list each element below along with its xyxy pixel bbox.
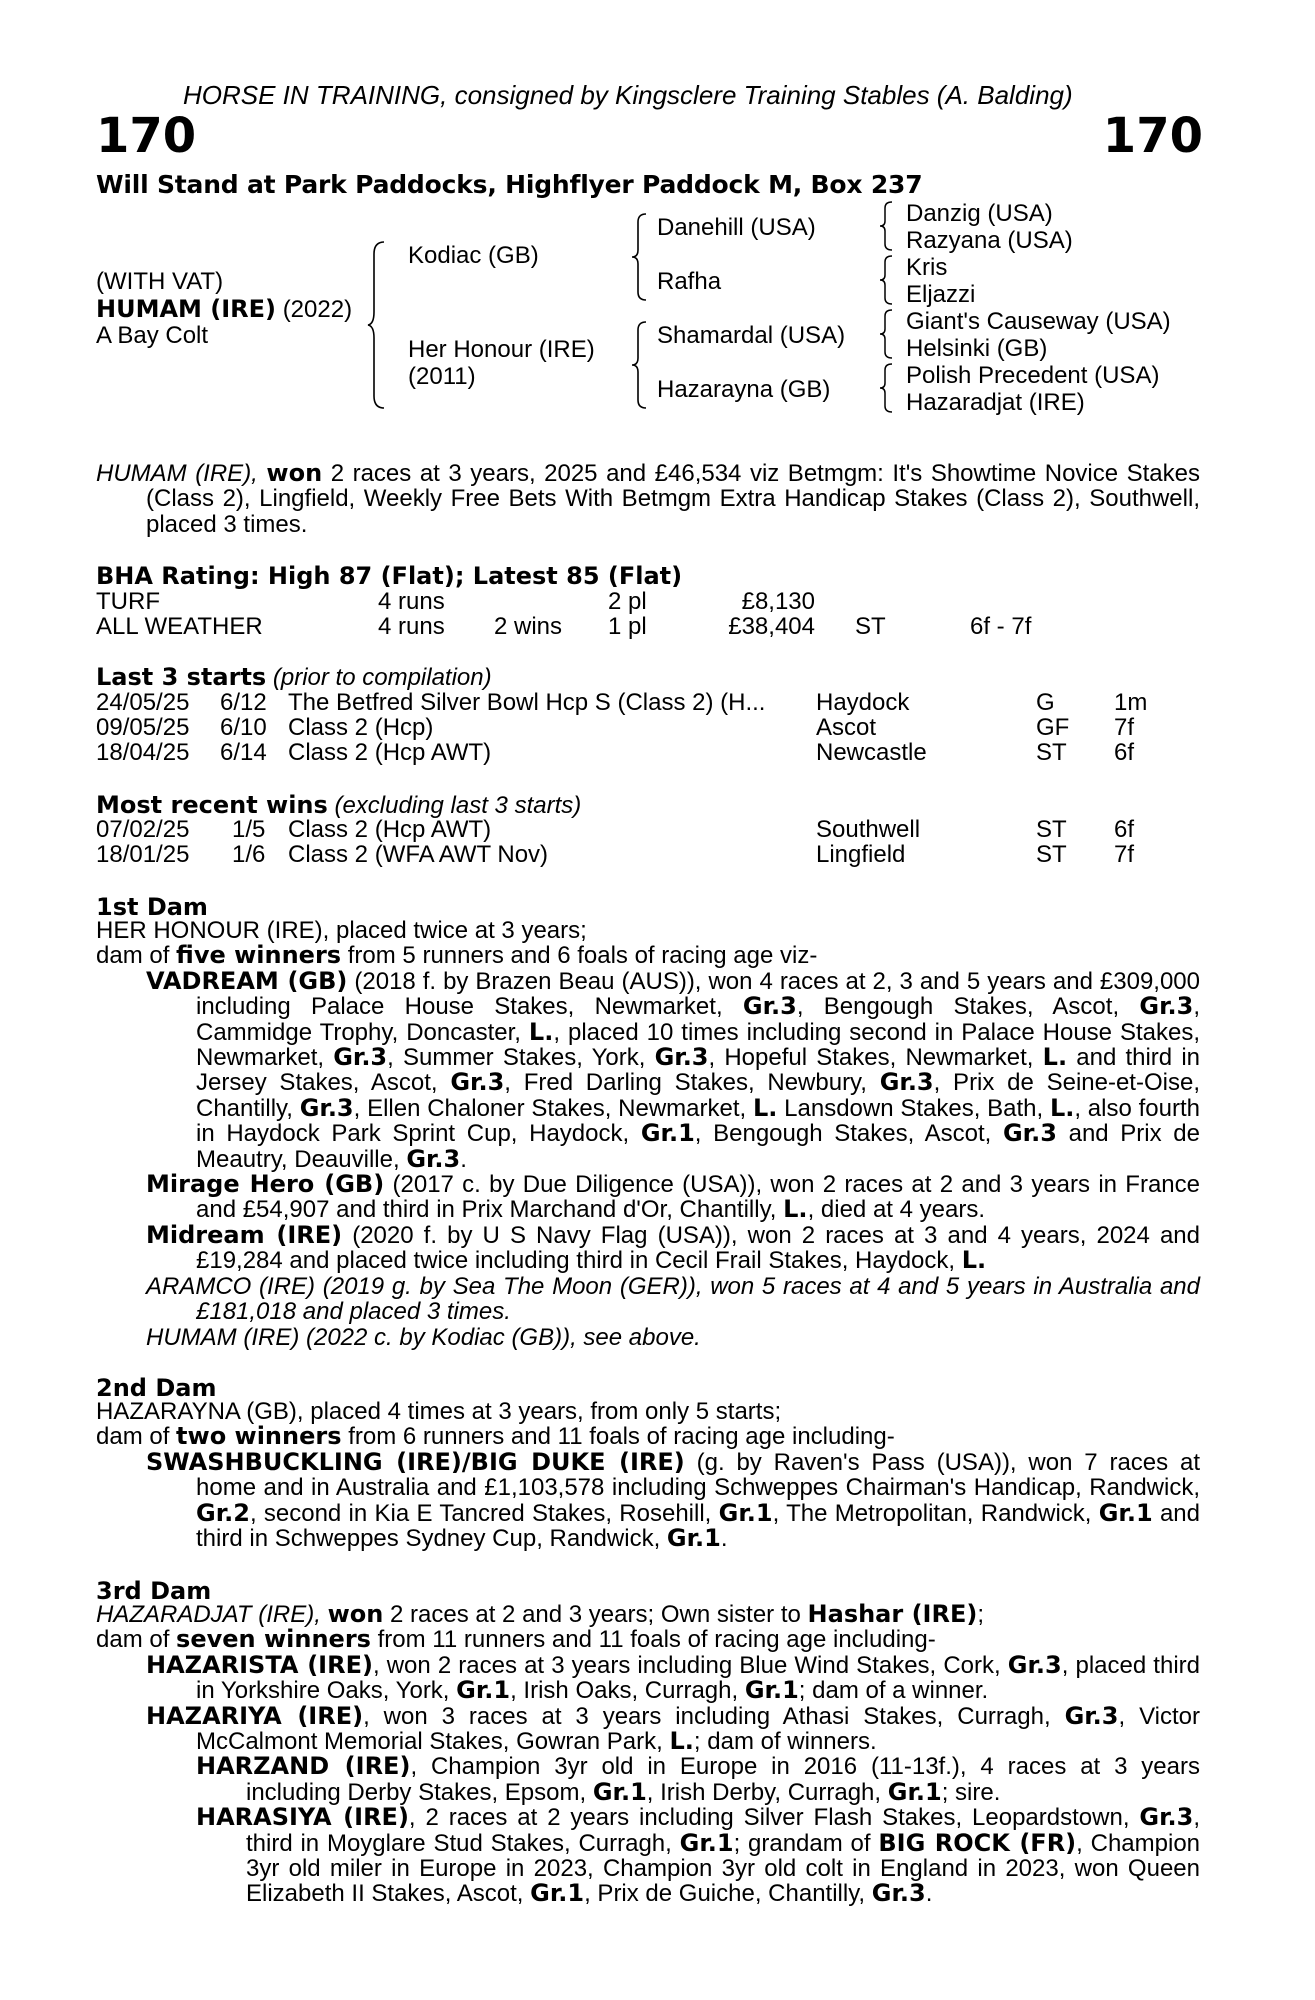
gen3-dsd: Helsinki (GB) — [906, 335, 1048, 362]
rating-turf-runs: 4 runs — [378, 588, 445, 615]
rating-aw-runs: 4 runs — [378, 613, 445, 640]
dam1-line1: HER HONOUR (IRE), placed twice at 3 years; — [96, 917, 587, 944]
vat-label: (WITH VAT) — [96, 268, 224, 295]
dam3-block — [96, 1602, 1200, 1907]
gen3-sdd: Eljazzi — [906, 281, 976, 308]
horse-name: HUMAM (IRE) — [96, 295, 277, 323]
last3-course: Ascot — [816, 714, 877, 741]
last3-date: 24/05/25 — [96, 689, 190, 716]
last3-dist: 1m — [1114, 689, 1148, 716]
recent-dist: 7f — [1114, 841, 1135, 868]
race-summary — [96, 461, 1200, 537]
recent-race: Class 2 (Hcp AWT) — [288, 816, 492, 843]
last3-going: G — [1036, 689, 1055, 716]
lot-number-left: 170 — [96, 108, 197, 164]
dam2-block — [96, 1399, 1200, 1551]
dam-brace — [630, 320, 650, 410]
dam3-title: 3rd Dam — [96, 1577, 212, 1605]
dam1-line2: dam of five winners from 5 runners and 6 foals of racing age viz- — [96, 941, 818, 970]
horse-description: A Bay Colt — [96, 322, 209, 349]
recent-date: 07/02/25 — [96, 816, 190, 843]
last3-course: Newcastle — [816, 739, 927, 766]
last3-pos: 6/14 — [220, 739, 267, 766]
progeny-hazariya: HAZARIYA (IRE), won 3 races at 3 years including Athasi Stakes, Curragh, Gr.3, Victor McCalmont Memorial Stakes, Gowran Park, L.; dam of winners. — [146, 1701, 1201, 1756]
rating-aw-dist: 6f - 7f — [970, 613, 1032, 640]
rating-turf-prize: £8,130 — [741, 588, 815, 615]
recent-title: Most recent wins — [96, 791, 328, 819]
brace-ds — [878, 308, 896, 360]
rating-aw-surface: ALL WEATHER — [96, 613, 263, 640]
recent-pos: 1/5 — [232, 816, 266, 843]
last3-title: Last 3 starts — [96, 663, 267, 691]
recent-pos: 1/6 — [232, 841, 266, 868]
dam2-line1: HAZARAYNA (GB), placed 4 times at 3 years, from only 5 starts; — [96, 1398, 782, 1425]
sire-sire: Danehill (USA) — [657, 214, 816, 241]
lot-number-right: 170 — [1102, 108, 1203, 164]
horse-name-line — [96, 295, 352, 324]
dam-name: Her Honour (IRE) — [408, 336, 595, 363]
progeny-vadream: VADREAM (GB) (2018 f. by Brazen Beau (AUS)), won 4 races at 2, 3 and 5 years and £309,000 including Palace House Stakes, Newmarket, Gr.3, Bengough Stakes, Ascot, Gr.3, Cammidge Trophy, Doncaster, L., placed 10 times including second in Palace House Stakes, Newmarket, Gr.3, Summer Stakes, York, Gr.3, Hopeful Stakes, Newmarket, L. and third in Jersey Stakes, Ascot, Gr.3, Fred Darling Stakes, Newbury, Gr.3, Prix de Seine-et-Oise, Chantilly, Gr.3, Ellen Chaloner Stakes, Newmarket, L. Lansdown Stakes, Bath, L., also fourth in Haydock Park Sprint Cup, Haydock, Gr.1, Bengough Stakes, Ascot, Gr.3 and Prix de Meautry, Deauville, Gr.3. — [146, 966, 1201, 1173]
rating-aw-wins: 2 wins — [494, 613, 563, 640]
last3-date: 18/04/25 — [96, 739, 190, 766]
last3-pos: 6/12 — [220, 689, 267, 716]
recent-going: ST — [1036, 816, 1067, 843]
summary-won: won — [266, 459, 323, 487]
gen3-dds: Polish Precedent (USA) — [906, 362, 1160, 389]
dam3-line2: dam of seven winners from 11 runners and 11 foals of racing age including- — [96, 1625, 936, 1654]
last3-race: Class 2 (Hcp) — [288, 714, 434, 741]
sire: Kodiac (GB) — [408, 242, 539, 269]
rating-turf-surface: TURF — [96, 588, 160, 615]
rating-aw-prize: £38,404 — [728, 613, 815, 640]
gen3-ddd: Hazaradjat (IRE) — [906, 389, 1085, 416]
dam2-line2: dam of two winners from 6 runners and 11 foals of racing age including- — [96, 1422, 895, 1451]
rating-aw-going: ST — [855, 613, 886, 640]
brace-sd — [878, 254, 896, 306]
last3-pos: 6/10 — [220, 714, 267, 741]
recent-going: ST — [1036, 841, 1067, 868]
brace-dd — [878, 362, 896, 414]
gen3-ssd: Razyana (USA) — [906, 227, 1073, 254]
progeny-swashbuckling: SWASHBUCKLING (IRE)/BIG DUKE (IRE) (g. by Raven's Pass (USA)), won 7 races at home and in Australia and £1,103,578 including Schweppes Chairman's Handicap, Randwick, Gr.2, second in Kia E Tancred Stakes, Rosehill, Gr.1, The Metropolitan, Randwick, Gr.1 and third in Schweppes Sydney Cup, Randwick, Gr.1. — [146, 1447, 1201, 1553]
progeny-humam: HUMAM (IRE) (2022 c. by Kodiac (GB)), see above. — [146, 1323, 701, 1351]
progeny-aramco: ARAMCO (IRE) (2019 g. by Sea The Moon (GER)), won 5 races at 4 and 5 years in Australia and £181,018 and placed 3 times. — [146, 1272, 1200, 1326]
last3-race: Class 2 (Hcp AWT) — [288, 739, 492, 766]
progeny-harzand: HARZAND (IRE), Champion 3yr old in Europe in 2016 (11-13f.), 4 races at 3 years including Derby Stakes, Epsom, Gr.1, Irish Derby, Curragh, Gr.1; sire. — [196, 1752, 1200, 1806]
dam-year: (2011) — [408, 363, 476, 390]
progeny-hazarista: HAZARISTA (IRE), won 2 races at 3 years including Blue Wind Stakes, Cork, Gr.3, placed third in Yorkshire Oaks, York, Gr.1, Irish Oaks, Curragh, Gr.1; dam of a winner. — [146, 1650, 1200, 1705]
summary-text: 2 races at 3 years, 2025 and £46,534 viz Betmgm: It's Showtime Novice Stakes (Class 2), Lingfield, Weekly Free Bets With Betmgm Extra Handicap Stakes (Class 2), Southwell, placed 3 times. — [146, 460, 1201, 538]
recent-note: (excluding last 3 starts) — [334, 792, 582, 819]
last3-race: The Betfred Silver Bowl Hcp S (Class 2) (H... — [288, 689, 766, 716]
last3-going: ST — [1036, 739, 1067, 766]
summary-horse-name: HUMAM (IRE), — [96, 460, 258, 487]
last3-dist: 6f — [1114, 739, 1135, 766]
last3-course: Haydock — [816, 689, 910, 716]
dam-dam: Hazarayna (GB) — [657, 376, 831, 403]
dam3-line1: HAZARADJAT (IRE), won 2 races at 2 and 3 years; Own sister to Hashar (IRE); — [96, 1600, 984, 1628]
dam1-title: 1st Dam — [96, 893, 208, 921]
progeny-mirage-hero: Mirage Hero (GB) (2017 c. by Due Diligence (USA)), won 2 races at 2 and 3 years in France and £54,907 and third in Prix Marchand d'Or, Chantilly, L., died at 4 years. — [146, 1170, 1200, 1224]
last3-title-line — [96, 663, 492, 692]
last3-dist: 7f — [1114, 714, 1135, 741]
last3-note: (prior to compilation) — [272, 664, 492, 691]
horse-year: (2022) — [282, 296, 353, 323]
recent-dist: 6f — [1114, 816, 1135, 843]
bha-rating-title: BHA Rating: High 87 (Flat); Latest 85 (Flat) — [96, 562, 683, 590]
gen3-sds: Kris — [906, 254, 948, 281]
stand-location: Will Stand at Park Paddocks, Highflyer Paddock M, Box 237 — [96, 170, 923, 199]
progeny-midream: Midream (IRE) (2020 f. by U S Navy Flag (USA)), won 2 races at 3 and 4 years, 2024 and £19,284 and placed twice including third in Cecil Frail Stakes, Haydock, L. — [146, 1220, 1201, 1275]
dam-sire: Shamardal (USA) — [657, 322, 846, 349]
gen3-sss: Danzig (USA) — [906, 200, 1053, 227]
consignment-header: HORSE IN TRAINING, consigned by Kingsclere Training Stables (A. Balding) — [183, 80, 1073, 110]
recent-race: Class 2 (WFA AWT Nov) — [288, 841, 549, 868]
dam2-title: 2nd Dam — [96, 1374, 217, 1402]
sire-brace — [630, 212, 650, 302]
horse-brace — [366, 240, 390, 410]
recent-date: 18/01/25 — [96, 841, 190, 868]
last3-going: GF — [1036, 714, 1070, 741]
brace-ss — [878, 200, 896, 252]
recent-course: Lingfield — [816, 841, 906, 868]
dam1-block — [96, 918, 1200, 1350]
progeny-harasiya: HARASIYA (IRE), 2 races at 2 years including Silver Flash Stakes, Leopardstown, Gr.3, third in Moyglare Stud Stakes, Curragh, Gr.1; grandam of BIG ROCK (FR), Champion 3yr old miler in Europe in 2023, Champion 3yr old colt in England in 2023, won Queen Elizabeth II Stakes, Ascot, Gr.1, Prix de Guiche, Chantilly, Gr.3. — [196, 1803, 1201, 1908]
gen3-dss: Giant's Causeway (USA) — [906, 308, 1171, 335]
rating-turf-placed: 2 pl — [608, 588, 647, 615]
recent-course: Southwell — [816, 816, 921, 843]
rating-aw-placed: 1 pl — [608, 613, 647, 640]
sire-dam: Rafha — [657, 268, 722, 295]
last3-date: 09/05/25 — [96, 714, 190, 741]
